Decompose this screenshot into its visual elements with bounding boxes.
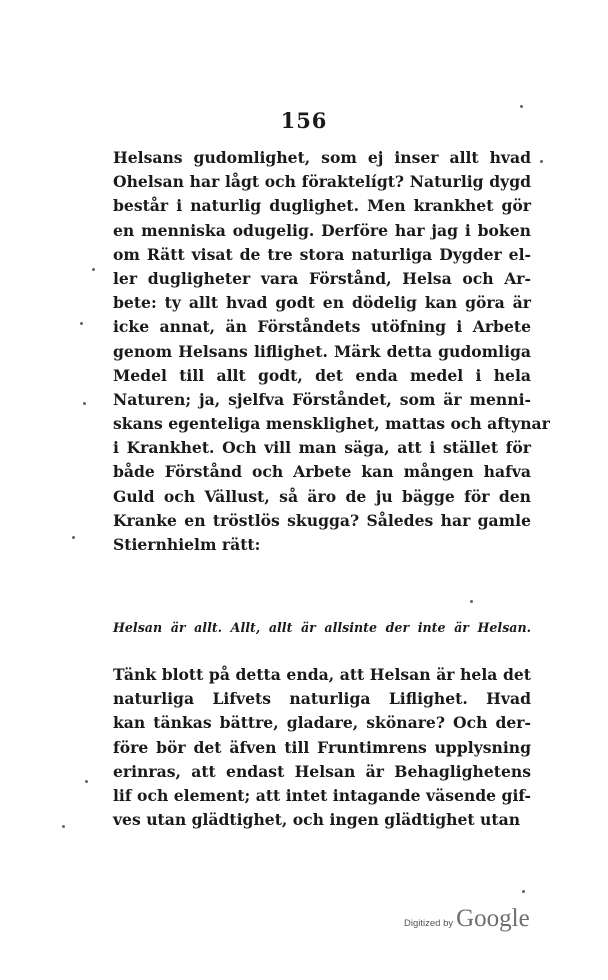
text-line: bete: ty allt hvad godt en dödelig kan göra är	[113, 293, 531, 313]
paragraph-2	[113, 663, 531, 832]
text-line: Ohelsan har lågt och föraktelígt? Naturlig dygd	[113, 172, 531, 192]
text-line: skans egenteliga mensklighet, mattas och aftynar	[113, 414, 550, 434]
scan-speck	[522, 890, 525, 893]
scan-speck	[540, 160, 543, 163]
text-line: ves utan glädtighet, och ingen glädtighet utan	[113, 810, 521, 830]
scan-speck	[83, 402, 86, 405]
scan-speck	[85, 780, 88, 783]
poem-caption: Helsan är allt. Allt, allt är allsinte der inte är Helsan.	[113, 620, 531, 635]
text-line: Naturen; ja, sjelfva Förståndet, som är menni-	[113, 389, 531, 409]
text-line: genom Helsans liflighet. Märk detta gudomliga	[113, 341, 531, 361]
text-line: Kranke en tröstlös skugga? Således har gamle	[113, 510, 531, 530]
text-line: lif och element; att intet intagande väsende gif-	[113, 785, 531, 805]
text-line: Guld och Vällust, så äro de ju bägge för den	[113, 486, 531, 506]
google-logo: Google	[456, 905, 530, 932]
text-line: i Krankhet. Och vill man säga, att i stället för	[113, 438, 531, 458]
text-line: Stiernhielm rätt:	[113, 535, 261, 554]
paragraph-1	[113, 146, 550, 557]
digitized-watermark	[404, 905, 584, 945]
scan-speck	[92, 268, 95, 271]
text-line: ler dugligheter vara Förstånd, Helsa och Ar-	[113, 268, 531, 288]
text-line: erinras, att endast Helsan är Behaglighetens	[113, 761, 531, 781]
text-line: icke annat, än Förståndets utöfning i Arbete	[113, 317, 531, 337]
scan-speck	[470, 600, 473, 603]
scan-speck	[80, 322, 83, 325]
scan-speck	[520, 105, 523, 108]
text-line: Medel till allt godt, det enda medel i hela	[113, 365, 531, 385]
text-line: naturliga Lifvets naturliga Liflighet. Hvad	[113, 689, 531, 709]
page-number: 156	[280, 108, 328, 133]
text-line: om Rätt visat de tre stora naturliga Dygder el-	[113, 244, 531, 264]
text-line: både Förstånd och Arbete kan mången hafva	[113, 462, 531, 482]
watermark-prefix: Digitized by	[404, 918, 454, 929]
text-line: kan tänkas bättre, gladare, skönare? Och der-	[113, 713, 531, 733]
text-line: Tänk blott på detta enda, att Helsan är hela det	[113, 665, 531, 684]
text-line: före bör det äfven till Fruntimrens upplysning	[113, 737, 531, 757]
scan-speck	[72, 536, 75, 539]
scan-speck	[62, 825, 65, 828]
text-line: består i naturlig duglighet. Men krankhet gör	[113, 196, 531, 216]
text-line: en menniska odugelig. Derföre har jag i boken	[113, 220, 531, 240]
text-line: Helsans gudomlighet, som ej inser allt hvad	[113, 148, 531, 167]
